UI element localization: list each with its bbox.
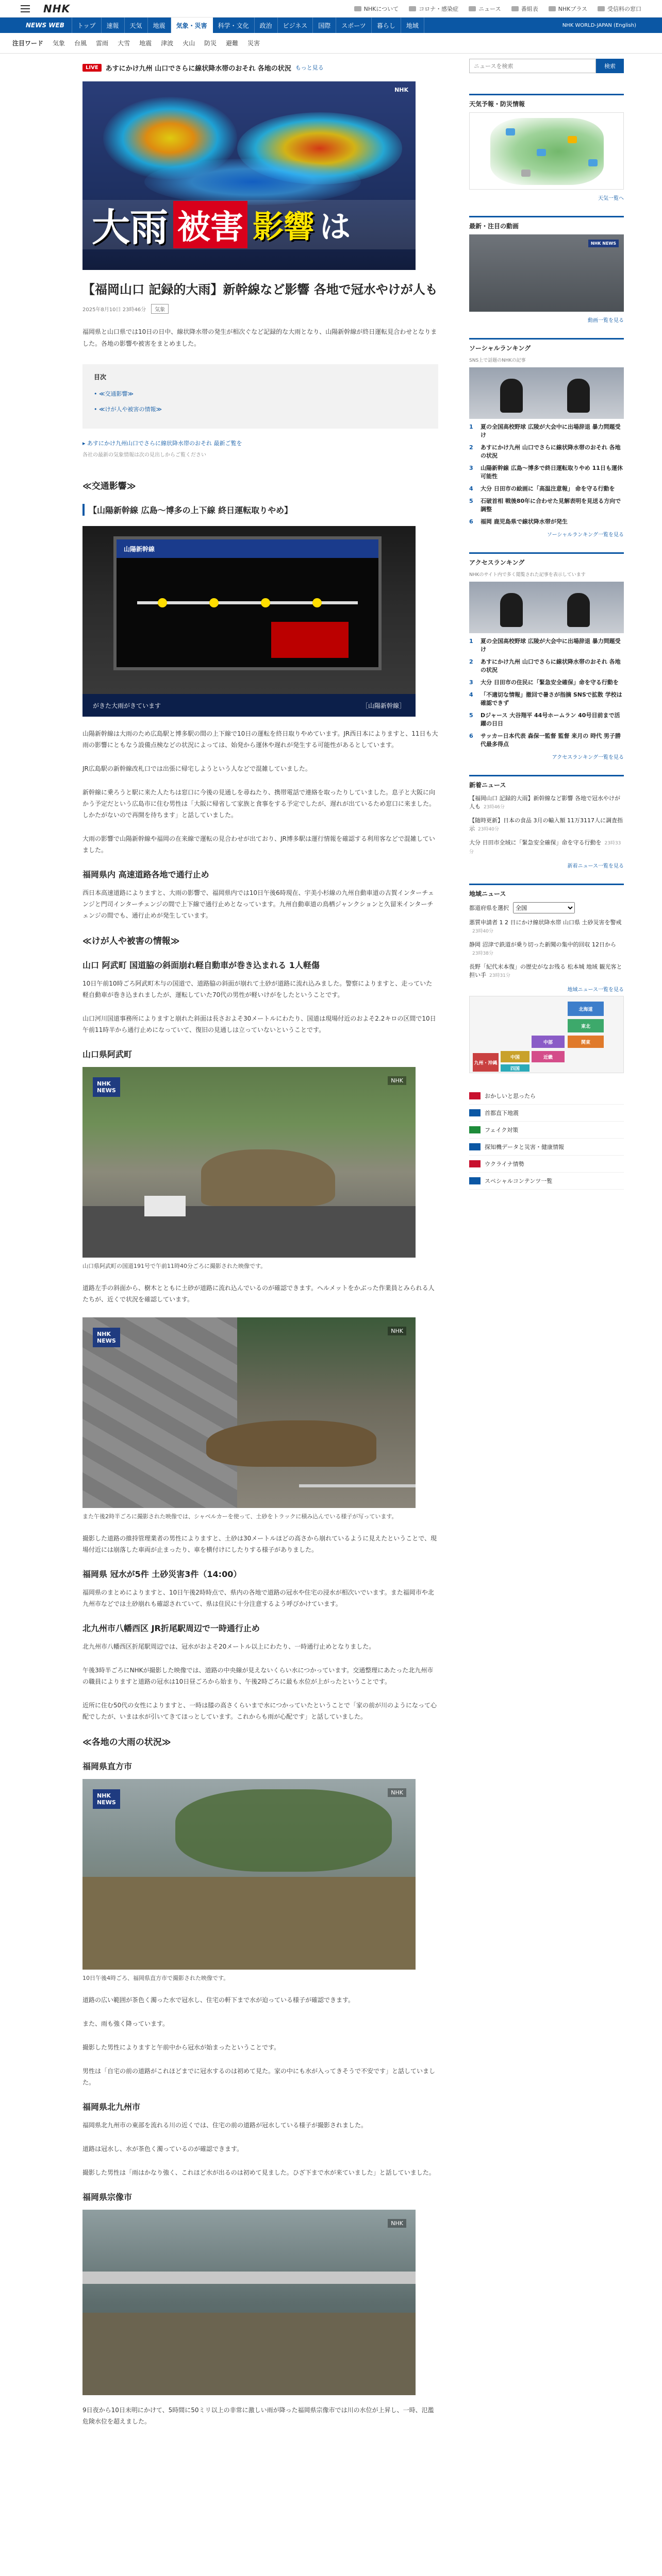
header-link-fee[interactable]: 受信料の窓口 [598, 5, 641, 13]
live-bar[interactable] [82, 61, 438, 74]
category-nav [0, 18, 662, 33]
river-flow [82, 2313, 416, 2395]
paragraph: 撮影した男性は「雨はかなり強く、これほど水が出るのは初めて見ました。ひざ下まで水が来ていました」と話していました。 [82, 2169, 435, 2176]
figure-caption: また午後2時半ごろに撮影された映像では、シャベルカーを使って、土砂をトラックに積み込んでいる様子が写っています。 [82, 1513, 398, 1520]
paragraph: 午後3時半ごろにNHKが撮影した映像では、道路の中央線が見えないくらい水につかっています。交通整理にあたった北九州市の職員によりますと道路の冠水は10日昼ごろから始まり、午後2時ごろに最も水位が上がったということです。 [82, 1667, 434, 1685]
social-ranking-subtitle: SNS上で話題のNHKの記事 [469, 358, 526, 363]
special-link[interactable]: おかしいと思ったら [469, 1088, 624, 1105]
ranking-more-link[interactable]: ソーシャルランキング一覧を見る [547, 532, 624, 538]
ranking-item[interactable]: 1 夏の全国高校野球 広陵が大会中に出場辞退 暴力問題受け [469, 423, 621, 438]
tv-icon [511, 6, 519, 11]
play-icon [549, 6, 556, 11]
nhk-watermark: NHK [394, 87, 408, 93]
header-link-about[interactable]: NHKについて [354, 5, 399, 13]
nhk-icon [354, 6, 361, 11]
river-photo[interactable] [82, 2210, 416, 2395]
region-hokkaido[interactable]: 北海道 [568, 1002, 604, 1016]
article-date: 2025年8月10日 23時46分 [82, 307, 146, 313]
news-icon [469, 6, 476, 11]
nav-science[interactable]: 科学・文化 [213, 18, 255, 33]
ranking-item[interactable]: 5 石破首相 戦後80年に合わせた見解表明を見送る方向で調整 [469, 498, 621, 513]
header-link-news[interactable]: ニュース [469, 5, 501, 13]
hero-caption [82, 200, 416, 249]
paragraph: 福岡県北九州市の東部を流れる川の近くでは、住宅の前の道路が冠水している様子が撮影されました。 [82, 2122, 368, 2129]
cloud-icon [521, 170, 531, 177]
station-dot [261, 598, 270, 607]
paragraph: 道路は冠水し、水が茶色く濁っているのが確認できます。 [82, 2145, 243, 2153]
camera-shape [500, 379, 523, 413]
search-input[interactable] [469, 59, 596, 73]
new-news-box [469, 775, 624, 869]
subnav-item[interactable]: 避難 [226, 40, 239, 47]
video-stamp: NHK [388, 1076, 406, 1085]
nav-sports[interactable]: スポーツ [336, 18, 372, 33]
camera-shape [567, 593, 590, 627]
nhk-world-link[interactable]: NHK WORLD-JAPAN (English) [562, 22, 636, 28]
hero-word-damage: 被害 [173, 201, 247, 248]
region-selector [469, 902, 624, 913]
special-link[interactable]: フェイク対策 [469, 1122, 624, 1139]
subnav-item[interactable]: 雷雨 [96, 40, 109, 47]
paragraph: JR広島駅の新幹線改札口では出張に帰宅しようという人などで混雑していました。 [82, 765, 311, 772]
nav-business[interactable]: ビジネス [278, 18, 313, 33]
mud [206, 1420, 376, 1467]
article-title: 【福岡山口 記録的大雨】新幹線など影響 各地で冠水やけが人も [82, 282, 438, 297]
virus-icon [409, 6, 416, 11]
station-dot [209, 598, 219, 607]
region-tohoku[interactable]: 東北 [568, 1019, 604, 1032]
paragraph: 男性は「自宅の前の道路がこれほどまでに冠水するのは初めて見た。家の中にも水が入ってきそうで不安です」と話していました。 [82, 2067, 436, 2086]
region-kyushu-okinawa[interactable]: 九州・沖縄 [473, 1053, 499, 1072]
rain-icon [588, 159, 598, 166]
nav-region[interactable]: 地域 [401, 18, 424, 33]
header-link-corona[interactable]: コロナ・感染症 [409, 5, 458, 13]
road [82, 1206, 416, 1258]
paragraph: 10日午前10時ごろ阿武町木与の国道で、道路脇の斜面が崩れて土砂が道路に流れ込みました。警察によりますと、走っていた軽自動車が巻き込まれましたが、運転していた70代の男性が軽いけがをしたということです。 [82, 980, 433, 998]
nhk-news-badge: NHK NEWS [93, 1328, 120, 1347]
board-header: 山陽新幹線 [117, 539, 378, 558]
rain-video-thumbnail[interactable] [469, 234, 624, 312]
toc-title: 目次 [94, 374, 107, 381]
hero-word-impact: 影響 [253, 209, 315, 245]
route-line [137, 601, 358, 604]
nav-weather[interactable]: 天気 [125, 18, 148, 33]
region-map [469, 996, 624, 1073]
subnav-item[interactable]: 火山 [183, 40, 195, 47]
nav-life[interactable]: 暮らし [372, 18, 401, 33]
ranking-item[interactable]: 2 あすにかけ九州 山口でさらに線状降水帯のおそれ 各地の状況 [469, 658, 621, 673]
header-link-tv-schedule[interactable]: 番組表 [511, 5, 538, 13]
local-news-item[interactable]: 静岡 沼津で鉄道が乗り切った新聞の集中的回収 12日から23時38分 [469, 941, 616, 956]
ranking-item[interactable]: 1 夏の全国高校野球 広陵が大会中に出場辞退 暴力問題受け [469, 638, 621, 653]
subnav-item[interactable]: 気象 [53, 40, 65, 47]
ranking-item[interactable]: 6 サッカー日本代表 森保一監督 監督 来月の 時代 男子勝代最多得点 [469, 733, 621, 748]
news-more-link[interactable]: 新着ニュース一覧を見る [567, 863, 624, 869]
section-traffic: ≪交通影響≫ [82, 481, 136, 492]
band-left-text: がきた大雨がきています [93, 702, 161, 709]
ranking-item[interactable]: 4 「不適切な情報」撤回で暑さが指摘 SNSで拡散 学校は確認できず [469, 691, 622, 706]
subnav-item[interactable]: 大雪 [118, 40, 130, 47]
subnav-item[interactable]: 防災 [204, 40, 217, 47]
paragraph: また、雨も強く降っています。 [82, 2020, 169, 2027]
weather-title: 天気予報・防災情報 [469, 100, 525, 108]
paragraph: 北九州市八幡西区折尾駅周辺では、冠水がおよそ20メートル以上にわたり、一時通行止めとなりました。 [82, 1643, 375, 1650]
heading-abu: 山口県阿武町 [82, 1049, 133, 1059]
header-links [354, 5, 641, 13]
trees [175, 1789, 392, 1872]
truck [144, 1196, 186, 1216]
region-shikoku[interactable]: 四国 [501, 1064, 529, 1072]
earthquake-icon [469, 1109, 481, 1116]
heading-yamaguchi: 山口 阿武町 国道脇の斜面崩れ軽自動車が巻き込まれる 1人軽傷 [82, 960, 320, 970]
paragraph: 撮影した道路の維持管理業者の男性によりますと、土砂は30メートルほどの高さから崩れているように見えたということで、現場付近には崩落した車両が止まったり、車を横付けにしたりする様子がありました。 [82, 1535, 437, 1553]
new-news-title: 新着ニュース [469, 782, 506, 789]
nhk-news-badge: NHK NEWS [588, 240, 619, 247]
bridge [82, 2272, 416, 2284]
rain-icon [506, 128, 515, 135]
heading-kitakyushu: 北九州市八幡西区 JR折尾駅周辺で一時通行止め [82, 1623, 260, 1633]
sub-nav [0, 33, 662, 54]
ukraine-icon [469, 1160, 481, 1167]
guardrail [299, 1484, 416, 1487]
nav-top[interactable]: トップ [72, 18, 102, 33]
sidebar [469, 54, 624, 2439]
live-headline[interactable]: あすにかけ九州 山口でさらに線状降水帯のおそれ 各地の状況 [105, 64, 291, 73]
nav-disaster[interactable]: 気象・災害 [171, 18, 213, 33]
heading-expressway: 福岡県内 高速道路各地で通行止め [82, 870, 209, 879]
ranking-thumbnail[interactable] [469, 582, 624, 633]
live-more-link[interactable]: もっと見る [295, 64, 324, 71]
heading-munakata: 福岡県宗像市 [82, 2192, 133, 2202]
section-local: ≪各地の大雨の状況≫ [82, 1737, 171, 1748]
landslide-debris [201, 1149, 335, 1206]
retaining-wall-photo[interactable] [82, 1317, 416, 1508]
news-item[interactable]: 【福岡山口 記録的大雨】新幹線など影響 各地で冠水やけが人も 23時46分 [469, 795, 620, 810]
local-more-link[interactable]: 地域ニュース一覧を見る [567, 987, 624, 993]
local-news-item[interactable]: 長野「紀代末本復」の歴史がなお残る 松本城 地域 観光客と担い手 23時31分 [469, 963, 622, 978]
subnav-item[interactable]: 地震 [139, 40, 152, 47]
video-box [469, 216, 624, 324]
landslide-photo[interactable] [82, 1067, 416, 1258]
radar-echo [144, 159, 361, 205]
section-injury: ≪けが人や被害の情報≫ [82, 936, 180, 946]
hero-word-particle: は [320, 209, 351, 245]
paragraph: 近所に住む50代の女性によりますと、一時は膝の高さくらいまで水につかっていたということで「家の前が川のようになって心配でしたが、いまは水が引いてきてほっとしています。これからも雨が心配です」と話していました。 [82, 1702, 437, 1720]
alert-icon [469, 1092, 481, 1099]
heading-kitakyushu-2: 福岡県北九州市 [82, 2102, 141, 2112]
video-stamp: NHK [388, 1788, 406, 1797]
ranking-item[interactable]: 3 山陽新幹線 広島～博多で終日運転取りやめ 11日も運休可能性 [469, 465, 623, 480]
paragraph: 9日夜から10日未明にかけて、5時間に50ミリ以上の非常に激しい雨が降った福岡県宗像市では川の水位が上昇し、一時、氾濫危険水位を超えました。 [82, 2406, 434, 2425]
station-dot [158, 598, 167, 607]
access-ranking-box [469, 552, 624, 760]
toc-item-traffic[interactable]: • ≪交通影響≫ [94, 391, 134, 397]
local-news-box [469, 884, 624, 1073]
figure-caption: 10日午後4時ごろ、福岡県直方市で撮影された映像です。 [82, 1975, 229, 1981]
prefecture-select[interactable] [513, 902, 575, 913]
region-chugoku[interactable]: 中国 [501, 1051, 529, 1062]
paragraph: 新幹線に乗ろうと駅に来た人たちは窓口に今後の見通しを尋ねたり、携帯電話で連絡を取ったりしていました。息子と大阪に向かう予定だという広島市に住む男性は「大阪に帰省して家族と食事をする予定でしたが、遅れが出ているため窓口に来ました。しかたがないので再開を待ちます」と話していました。 [82, 789, 436, 819]
station-photo [82, 526, 416, 717]
region-kanto[interactable]: 関東 [568, 1036, 604, 1048]
paragraph: 西日本高速道路によりますと、大雨の影響で、福岡県内では10日午後6時現在、宇美小杉線の九州自動車道の古賀インターチェンジと門司インターチェンジの間で上下線で通行止めとなっています。九州自動車道の鳥栖ジャンクションと久留米インターチェンジの間でも、通行止めが発生しています。 [82, 889, 434, 919]
video-stamp: NHK [388, 1327, 406, 1335]
top-bar [0, 0, 662, 18]
social-ranking-box [469, 338, 624, 538]
suspension-notice [271, 622, 349, 658]
weather-more-link[interactable]: 天気一覧へ [598, 196, 624, 201]
heading-fukuoka-cut: 福岡県 冠水が5件 土砂災害3件（14:00） [82, 1569, 242, 1579]
flood-water [82, 1877, 416, 1970]
search-button[interactable]: 検索 [596, 59, 624, 73]
special-link[interactable]: ウクライナ情勢 [469, 1156, 624, 1173]
weather-map[interactable] [469, 112, 624, 190]
paragraph: 山口河川国道事務所によりますと崩れた斜面は長さおよそ30メートルにわたり、国道は現場付近のおよそ2.2キロの区間で10日午前11時半から通行止めになっていて、復旧の見通しは立っていないということです。 [82, 1015, 436, 1033]
departure-board [113, 536, 382, 670]
access-ranking-title: アクセスランキング [469, 559, 525, 566]
table-of-contents [82, 364, 438, 429]
nav-politics[interactable]: 政治 [255, 18, 278, 33]
ranking-thumbnail[interactable] [469, 367, 624, 419]
camera-shape [500, 593, 523, 627]
special-links [469, 1088, 624, 1190]
video-title: 最新・注目の動画 [469, 223, 519, 230]
special-link[interactable]: 首都直下地震 [469, 1105, 624, 1122]
ranking-item[interactable]: 2 あすにかけ九州 山口でさらに線状降水帯のおそれ 各地の状況 [469, 444, 621, 459]
subnav-item[interactable]: 台風 [74, 40, 87, 47]
page-layout [0, 54, 662, 2439]
video-more-link[interactable]: 動画一覧を見る [588, 318, 624, 324]
related-note: 各社の最新の気象情報は次の見出しからご覧ください [82, 452, 206, 458]
search-box [469, 59, 624, 73]
subnav-item[interactable]: 津波 [161, 40, 174, 47]
region-kinki[interactable]: 近畿 [532, 1051, 565, 1062]
news-web-brand[interactable]: NEWS WEB [21, 18, 72, 33]
rain-icon [537, 149, 546, 156]
special-link[interactable]: 探知機データと災害・健康情報 [469, 1139, 624, 1156]
local-news-item[interactable]: 悪質申請者 1 2 日にかけ線状降水帯 山口県 土砂災害を警戒23時40分 [469, 919, 622, 934]
special-link[interactable]: スペシャルコンテンツ一覧 [469, 1173, 624, 1190]
nhk-news-badge: NHK NEWS [93, 1077, 120, 1097]
paragraph: 撮影した男性によりますと午前中から冠水が始まったということです。 [82, 2044, 280, 2051]
ranking-item[interactable]: 4 大分 日田市の絵画に「高温注意報」 命を守る行動を [469, 485, 615, 492]
region-chubu[interactable]: 中部 [532, 1036, 565, 1048]
paragraph: 福岡県のまとめによりますと、10日午後2時時点で、県内の各地で道路の冠水や住宅の浸水が相次いでいます。また福岡市や北九州市などでは土砂崩れも確認されていて、県は住民に十分注意するよう呼びかけています。 [82, 1589, 434, 1607]
nav-earthquake[interactable]: 地震 [148, 18, 171, 33]
hero-image [82, 81, 416, 270]
shield-icon [469, 1126, 481, 1133]
news-item[interactable]: 大分 日田市全域に「緊急安全確保」命を守る行動を 23時33分 [469, 839, 621, 855]
video-stamp: NHK [388, 2219, 406, 2228]
ranking-item[interactable]: 6 福岡 鹿児島県で線状降水帯が発生 [469, 518, 568, 525]
paragraph: 大雨の影響で山陽新幹線や福岡の在来線で運転の見合わせが出ており、JR博多駅は運行情報を確認する利用客などで混雑していました。 [82, 835, 435, 854]
yen-icon [598, 6, 605, 11]
paragraph: 道路左手の斜面から、樹木とともに土砂が道路に流れ込んでいるのが確認できます。ヘルメットをかぶった作業員とみられる人たちが、近くで状況を確認しています。 [82, 1284, 435, 1303]
special-icon [469, 1177, 481, 1184]
access-more-link[interactable]: アクセスランキング一覧を見る [552, 755, 624, 760]
subhead-shinkansen: 【山陽新幹線 広島～博多の上下線 終日運転取りやめ】 [82, 504, 438, 516]
region-label: 都道府県を選択 [469, 905, 509, 911]
access-ranking-subtitle: NHKのサイト内で多く閲覧された記事を表示しています [469, 572, 586, 578]
header-link-nhkplus[interactable]: NHKプラス [549, 5, 587, 13]
article-lead: 福岡県と山口県では10日の日中、線状降水帯の発生が相次ぐなど記録的な大雨となり、山陽新幹線が終日運転見合わせとなりました。各地の影響や被害をまとめました。 [82, 328, 437, 347]
hamburger-menu-icon[interactable] [21, 5, 30, 12]
social-ranking-title: ソーシャルランキング [469, 345, 531, 352]
subnav-item[interactable]: 災害 [247, 40, 260, 47]
related-link[interactable]: ▸ あすにかけ九州山口でさらに線状降水帯のおそれ 最新ご覧を [82, 440, 242, 447]
toc-item-injury[interactable]: • ≪けが人や被害の情報≫ [94, 406, 162, 413]
main-column [21, 54, 438, 2439]
nav-breaking[interactable]: 速報 [102, 18, 125, 33]
live-badge: LIVE [82, 64, 102, 72]
subnav-label: 注目ワード [12, 40, 44, 47]
hero-word-heavy-rain: 大雨 [92, 206, 168, 250]
local-news-title: 地域ニュース [469, 890, 506, 897]
band-right-text: ［山陽新幹線］ [361, 702, 405, 709]
nav-international[interactable]: 国際 [313, 18, 336, 33]
figure-caption: 山口県阿武町の国道191号で午前11時40分ごろに撮影された映像です。 [82, 1263, 267, 1269]
nhk-news-badge: NHK NEWS [93, 1789, 120, 1809]
ranking-item[interactable]: 3 大分 日田市の住民に「緊急安全確保」命を守る行動を [469, 679, 619, 686]
article-meta [82, 304, 438, 314]
heading-nogata: 福岡県直方市 [82, 1761, 133, 1771]
camera-shape [567, 379, 590, 413]
paragraph: 山陽新幹線は大雨のため広島駅と博多駅の間の上下線で10日の運転を終日取りやめています。JR西日本によりますと、11日も大雨の影響にともなう設備点検などの状況によっては、始発から運休や遅れが発生する可能性があるとしています。 [82, 730, 438, 749]
data-icon [469, 1143, 481, 1150]
news-item[interactable]: 【随時更新】日本の食品 3月の輸入額 11万3117人に調査指示 23時40分 [469, 817, 623, 832]
paragraph: 道路の広い範囲が茶色く濁った水で冠水し、住宅の軒下まで水が迫っている様子が確認できます。 [82, 1996, 355, 2004]
station-dot [312, 598, 322, 607]
flood-photo[interactable] [82, 1779, 416, 1970]
ranking-item[interactable]: 5 Dジャース 大谷翔平 44号ホームラン 40号目前まで活躍の日日 [469, 712, 620, 727]
weather-box [469, 94, 624, 201]
nhk-logo[interactable]: NHK [43, 2, 70, 15]
article-tag[interactable]: 気象 [151, 304, 169, 314]
sun-icon [568, 136, 577, 143]
station-caption-band [82, 694, 416, 717]
